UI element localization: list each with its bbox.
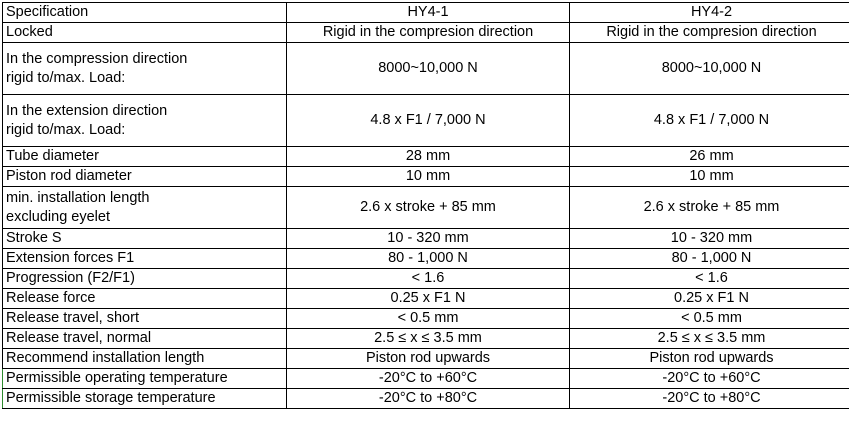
row-label [3,23,287,43]
row-label [3,249,287,269]
hy4-1-value: 2.6 x stroke + 85 mm [287,187,570,229]
row-locked [3,23,849,43]
row-extension-forces [3,249,849,269]
hy4-1-value: 8000~10,000 N [287,43,570,95]
row-compression-load [3,43,849,95]
row-label-line: Permissible operating temperature [6,370,228,386]
row-label [3,187,287,229]
hy4-2-value: 80 - 1,000 N [570,249,849,269]
hy4-1-value: Piston rod upwards [287,349,570,369]
row-label [3,43,287,95]
hy4-1-value: 10 mm [287,167,570,187]
hy4-2-value: Piston rod upwards [570,349,849,369]
row-label [3,309,287,329]
row-progression [3,269,849,289]
header-hy4-1: HY4-1 [287,3,570,23]
header-row [3,3,849,23]
hy4-2-value: < 0.5 mm [570,309,849,329]
hy4-1-value: < 1.6 [287,269,570,289]
hy4-2-value: 10 - 320 mm [570,229,849,249]
row-label [3,147,287,167]
row-label-line: rigid to/max. Load: [6,69,126,86]
hy4-2-value: Rigid in the compresion direction [570,23,849,43]
row-label-line: min. installation length [6,189,150,206]
hy4-1-value: Rigid in the compresion direction [287,23,570,43]
row-label-line: In the compression direction [6,50,188,67]
specification-table [2,2,849,409]
header-hy4-2: HY4-2 [570,3,849,23]
hy4-2-value: 10 mm [570,167,849,187]
row-label [3,349,287,369]
row-tube-diameter [3,147,849,167]
hy4-1-value: 0.25 x F1 N [287,289,570,309]
hy4-2-value: 4.8 x F1 / 7,000 N [570,95,849,147]
row-label-line: Tube diameter [6,148,99,164]
row-label-line: Release travel, short [6,310,139,326]
row-label-line: Extension forces F1 [6,250,135,266]
row-label-line: Permissible storage temperature [6,390,216,406]
hy4-2-value: 0.25 x F1 N [570,289,849,309]
row-label-line: In the extension direction [6,102,168,119]
row-label-line: Release travel, normal [6,330,152,346]
row-recommend-installation [3,349,849,369]
hy4-1-value: -20°C to +80°C [287,389,570,409]
row-release-travel-normal [3,329,849,349]
row-label-line: Progression (F2/F1) [6,270,135,286]
hy4-1-value: 28 mm [287,147,570,167]
header-specification: Specification [3,3,287,23]
hy4-2-value: < 1.6 [570,269,849,289]
row-label-line: rigid to/max. Load: [6,121,126,138]
hy4-2-value: 8000~10,000 N [570,43,849,95]
hy4-1-value: 2.5 ≤ x ≤ 3.5 mm [287,329,570,349]
row-piston-rod-diameter [3,167,849,187]
row-release-force [3,289,849,309]
row-label [3,389,287,409]
row-label [3,329,287,349]
row-label-line: Piston rod diameter [6,168,132,184]
hy4-1-value: 4.8 x F1 / 7,000 N [287,95,570,147]
row-label [3,269,287,289]
row-label-line: Recommend installation length [6,350,205,366]
hy4-2-value: 2.6 x stroke + 85 mm [570,187,849,229]
row-label-line: excluding eyelet [6,208,110,225]
hy4-1-value: 80 - 1,000 N [287,249,570,269]
row-label-line: Release force [6,290,96,306]
row-extension-load [3,95,849,147]
hy4-1-value: 10 - 320 mm [287,229,570,249]
row-label [3,167,287,187]
row-label-line: Locked [6,24,53,40]
row-storage-temperature [3,389,849,409]
row-label-line: Stroke S [6,230,62,246]
hy4-2-value: -20°C to +60°C [570,369,849,389]
row-label [3,289,287,309]
row-operating-temperature [3,369,849,389]
row-stroke [3,229,849,249]
hy4-2-value: 26 mm [570,147,849,167]
hy4-1-value: < 0.5 mm [287,309,570,329]
row-min-installation-length [3,187,849,229]
row-release-travel-short [3,309,849,329]
hy4-1-value: -20°C to +60°C [287,369,570,389]
row-label [3,369,287,389]
row-label [3,229,287,249]
hy4-2-value: -20°C to +80°C [570,389,849,409]
row-label [3,95,287,147]
hy4-2-value: 2.5 ≤ x ≤ 3.5 mm [570,329,849,349]
